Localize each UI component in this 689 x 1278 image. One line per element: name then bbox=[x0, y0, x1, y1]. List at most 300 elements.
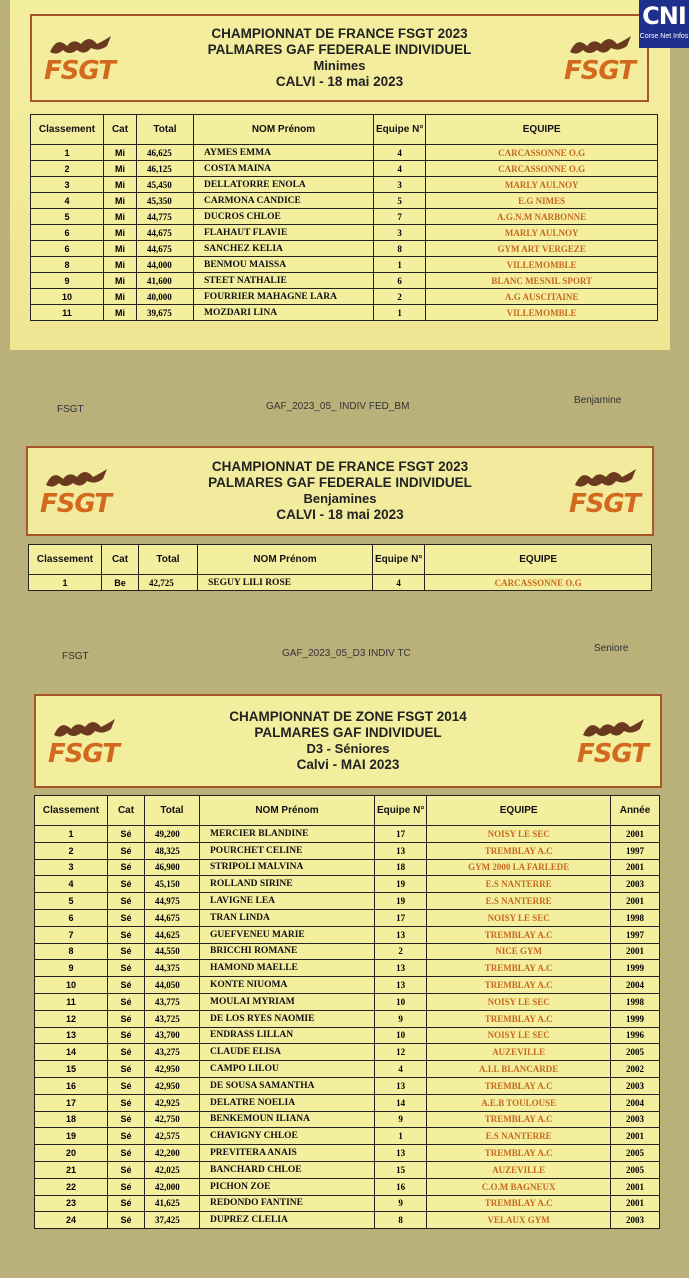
team-cell: TREMBLAY A.C bbox=[427, 1145, 611, 1162]
logo-wordmark: FSGT bbox=[568, 489, 641, 519]
header-title-seniores bbox=[131, 709, 565, 773]
place-date: Calvi - MAI 2023 bbox=[296, 756, 400, 772]
name-cell: MOULAI MYRIAM bbox=[200, 993, 375, 1010]
table-row bbox=[35, 1027, 660, 1044]
rank-cell: 8 bbox=[31, 257, 104, 273]
cat-cell: Mi bbox=[104, 161, 137, 177]
rank-cell: 16 bbox=[35, 1077, 108, 1094]
year-cell: 2001 bbox=[611, 1195, 660, 1212]
team-number-cell: 10 bbox=[375, 993, 427, 1010]
table-row bbox=[35, 1161, 660, 1178]
team-cell: GYM ART VERGEZE bbox=[426, 241, 658, 257]
table-row bbox=[31, 145, 658, 161]
team-cell: AUZEVILLE bbox=[427, 1044, 611, 1061]
rank-cell: 1 bbox=[29, 575, 102, 591]
name-cell: PICHON ZOE bbox=[200, 1178, 375, 1195]
total-cell: 42,750 bbox=[145, 1111, 200, 1128]
table-row bbox=[35, 1044, 660, 1061]
table-row bbox=[31, 193, 658, 209]
rank-cell: 1 bbox=[31, 145, 104, 161]
category-label: Benjamines bbox=[303, 491, 377, 507]
total-cell: 44,375 bbox=[145, 960, 200, 977]
team-number-cell: 19 bbox=[375, 893, 427, 910]
team-number-cell: 3 bbox=[374, 225, 426, 241]
team-number-cell: 14 bbox=[375, 1094, 427, 1111]
column-header: Classement bbox=[35, 796, 108, 826]
fsgt-figures-icon bbox=[45, 32, 115, 58]
fsgt-figures-icon bbox=[578, 715, 648, 741]
team-cell: MARLY AULNOY bbox=[426, 177, 658, 193]
cat-cell: Sé bbox=[108, 1094, 145, 1111]
header-box-minimes bbox=[30, 14, 649, 102]
table-row bbox=[31, 241, 658, 257]
total-cell: 42,925 bbox=[145, 1094, 200, 1111]
watermark-small: Corse Net Infos bbox=[639, 33, 689, 40]
team-number-cell: 7 bbox=[374, 209, 426, 225]
total-cell: 42,950 bbox=[145, 1077, 200, 1094]
name-cell: CAMPO LILOU bbox=[200, 1061, 375, 1078]
rank-cell: 11 bbox=[35, 993, 108, 1010]
team-number-cell: 9 bbox=[375, 1195, 427, 1212]
team-cell: BLANC MESNIL SPORT bbox=[426, 273, 658, 289]
table-row bbox=[35, 1111, 660, 1128]
total-cell: 43,725 bbox=[145, 1010, 200, 1027]
cat-cell: Sé bbox=[108, 1061, 145, 1078]
cat-cell: Sé bbox=[108, 1111, 145, 1128]
table-header-row bbox=[35, 796, 660, 826]
year-cell: 1998 bbox=[611, 909, 660, 926]
table-row bbox=[31, 305, 658, 321]
fsgt-figures-icon bbox=[41, 465, 111, 491]
table-row bbox=[35, 1178, 660, 1195]
total-cell: 44,625 bbox=[145, 926, 200, 943]
rank-cell: 9 bbox=[31, 273, 104, 289]
rank-cell: 5 bbox=[35, 893, 108, 910]
rank-cell: 21 bbox=[35, 1161, 108, 1178]
rank-cell: 4 bbox=[35, 876, 108, 893]
team-number-cell: 2 bbox=[375, 943, 427, 960]
footer-left: FSGT bbox=[57, 404, 84, 415]
fsgt-logo bbox=[552, 32, 647, 84]
team-cell: CARCASSONNE O.G bbox=[426, 161, 658, 177]
rank-cell: 14 bbox=[35, 1044, 108, 1061]
cat-cell: Mi bbox=[104, 225, 137, 241]
cat-cell: Sé bbox=[108, 1195, 145, 1212]
team-cell: VILLEMOMBLE bbox=[426, 305, 658, 321]
team-cell: TREMBLAY A.C bbox=[427, 1077, 611, 1094]
team-number-cell: 19 bbox=[375, 876, 427, 893]
column-header: Classement bbox=[29, 545, 102, 575]
total-cell: 44,675 bbox=[137, 241, 194, 257]
table-row bbox=[35, 1145, 660, 1162]
rank-cell: 15 bbox=[35, 1061, 108, 1078]
table-row bbox=[35, 960, 660, 977]
name-cell: BENKEMOUN ILIANA bbox=[200, 1111, 375, 1128]
year-cell: 2002 bbox=[611, 1061, 660, 1078]
total-cell: 42,025 bbox=[145, 1161, 200, 1178]
table-row bbox=[31, 273, 658, 289]
total-cell: 45,150 bbox=[145, 876, 200, 893]
table-row bbox=[31, 225, 658, 241]
year-cell: 1999 bbox=[611, 960, 660, 977]
year-cell: 2001 bbox=[611, 893, 660, 910]
team-number-cell: 8 bbox=[375, 1212, 427, 1229]
footer-center: GAF_2023_05_D3 INDIV TC bbox=[282, 648, 411, 659]
total-cell: 42,725 bbox=[139, 575, 198, 591]
column-header: Cat bbox=[104, 115, 137, 145]
team-number-cell: 1 bbox=[375, 1128, 427, 1145]
table-header-row bbox=[29, 545, 652, 575]
total-cell: 44,000 bbox=[137, 257, 194, 273]
cat-cell: Sé bbox=[108, 960, 145, 977]
header-title-minimes bbox=[127, 26, 552, 90]
team-number-cell: 4 bbox=[374, 161, 426, 177]
rank-cell: 3 bbox=[31, 177, 104, 193]
column-header: Total bbox=[145, 796, 200, 826]
total-cell: 45,450 bbox=[137, 177, 194, 193]
column-header: EQUIPE bbox=[426, 115, 658, 145]
fsgt-logo bbox=[28, 465, 123, 517]
cat-cell: Mi bbox=[104, 145, 137, 161]
team-cell: NOISY LE SEC bbox=[427, 993, 611, 1010]
table-row bbox=[35, 1128, 660, 1145]
fsgt-logo bbox=[565, 715, 660, 767]
cni-watermark-logo bbox=[639, 0, 689, 48]
name-cell: BRICCHI ROMANE bbox=[200, 943, 375, 960]
team-number-cell: 8 bbox=[374, 241, 426, 257]
name-cell: SEGUY LILI ROSE bbox=[198, 575, 373, 591]
cat-cell: Sé bbox=[108, 1145, 145, 1162]
team-cell: TREMBLAY A.C bbox=[427, 926, 611, 943]
team-number-cell: 17 bbox=[375, 909, 427, 926]
cat-cell: Sé bbox=[108, 1212, 145, 1229]
table-row bbox=[35, 876, 660, 893]
total-cell: 44,050 bbox=[145, 977, 200, 994]
total-cell: 42,950 bbox=[145, 1061, 200, 1078]
name-cell: STEET NATHALIE bbox=[194, 273, 374, 289]
team-number-cell: 5 bbox=[374, 193, 426, 209]
year-cell: 2001 bbox=[611, 943, 660, 960]
table-row bbox=[35, 926, 660, 943]
title-line-2: PALMARES GAF INDIVIDUEL bbox=[254, 725, 442, 741]
rank-cell: 13 bbox=[35, 1027, 108, 1044]
cat-cell: Mi bbox=[104, 257, 137, 273]
team-number-cell: 1 bbox=[374, 305, 426, 321]
team-cell: NOISY LE SEC bbox=[427, 909, 611, 926]
cat-cell: Mi bbox=[104, 241, 137, 257]
name-cell: HAMOND MAELLE bbox=[200, 960, 375, 977]
team-number-cell: 13 bbox=[375, 977, 427, 994]
title-line-2: PALMARES GAF FEDERALE INDIVIDUEL bbox=[207, 42, 472, 58]
name-cell: ENDRASS LILLAN bbox=[200, 1027, 375, 1044]
table-row bbox=[31, 161, 658, 177]
column-header: Cat bbox=[108, 796, 145, 826]
name-cell: STRIPOLI MALVINA bbox=[200, 859, 375, 876]
name-cell: COSTA MAINA bbox=[194, 161, 374, 177]
team-cell: TREMBLAY A.C bbox=[427, 1111, 611, 1128]
cat-cell: Mi bbox=[104, 209, 137, 225]
total-cell: 41,625 bbox=[145, 1195, 200, 1212]
cat-cell: Sé bbox=[108, 1010, 145, 1027]
name-cell: GUEFVENEU MARIE bbox=[200, 926, 375, 943]
total-cell: 43,700 bbox=[145, 1027, 200, 1044]
name-cell: KONTE NIUOMA bbox=[200, 977, 375, 994]
title-line-1: CHAMPIONNAT DE ZONE FSGT 2014 bbox=[229, 708, 467, 724]
table-row bbox=[35, 859, 660, 876]
table-row bbox=[35, 977, 660, 994]
cat-cell: Sé bbox=[108, 1161, 145, 1178]
name-cell: DUPREZ CLELIA bbox=[200, 1212, 375, 1229]
fsgt-figures-icon bbox=[565, 32, 635, 58]
year-cell: 2003 bbox=[611, 876, 660, 893]
column-header: NOM Prénom bbox=[198, 545, 373, 575]
footer-left: FSGT bbox=[62, 651, 89, 662]
team-number-cell: 16 bbox=[375, 1178, 427, 1195]
team-cell: TREMBLAY A.C bbox=[427, 1010, 611, 1027]
year-cell: 2003 bbox=[611, 1077, 660, 1094]
table-row bbox=[35, 1010, 660, 1027]
team-number-cell: 10 bbox=[375, 1027, 427, 1044]
team-number-cell: 4 bbox=[373, 575, 425, 591]
column-header: NOM Prénom bbox=[200, 796, 375, 826]
rank-cell: 2 bbox=[31, 161, 104, 177]
year-cell: 2005 bbox=[611, 1161, 660, 1178]
rank-cell: 17 bbox=[35, 1094, 108, 1111]
rank-cell: 11 bbox=[31, 305, 104, 321]
sheet-benjamines bbox=[0, 370, 680, 632]
rank-cell: 8 bbox=[35, 943, 108, 960]
name-cell: SANCHEZ KELIA bbox=[194, 241, 374, 257]
table-row bbox=[35, 1077, 660, 1094]
year-cell: 2001 bbox=[611, 1178, 660, 1195]
header-box-seniores bbox=[34, 694, 662, 788]
name-cell: CLAUDE ELISA bbox=[200, 1044, 375, 1061]
name-cell: DE LOS RYES NAOMIE bbox=[200, 1010, 375, 1027]
year-cell: 1996 bbox=[611, 1027, 660, 1044]
team-number-cell: 13 bbox=[375, 960, 427, 977]
name-cell: CHAVIGNY CHLOE bbox=[200, 1128, 375, 1145]
rank-cell: 12 bbox=[35, 1010, 108, 1027]
total-cell: 41,600 bbox=[137, 273, 194, 289]
year-cell: 2004 bbox=[611, 977, 660, 994]
table-row bbox=[31, 209, 658, 225]
total-cell: 42,200 bbox=[145, 1145, 200, 1162]
total-cell: 44,975 bbox=[145, 893, 200, 910]
cat-cell: Sé bbox=[108, 859, 145, 876]
total-cell: 49,200 bbox=[145, 826, 200, 843]
team-number-cell: 4 bbox=[375, 1061, 427, 1078]
results-table-seniores bbox=[34, 795, 660, 1229]
fsgt-logo bbox=[557, 465, 652, 517]
team-cell: E.S NANTERRE bbox=[427, 876, 611, 893]
team-cell: CARCASSONNE O.G bbox=[426, 145, 658, 161]
year-cell: 2001 bbox=[611, 1128, 660, 1145]
cat-cell: Sé bbox=[108, 826, 145, 843]
column-header: Classement bbox=[31, 115, 104, 145]
column-header: Cat bbox=[102, 545, 139, 575]
year-cell: 1997 bbox=[611, 842, 660, 859]
rank-cell: 5 bbox=[31, 209, 104, 225]
column-header: NOM Prénom bbox=[194, 115, 374, 145]
team-cell: TREMBLAY A.C bbox=[427, 960, 611, 977]
team-cell: AUZEVILLE bbox=[427, 1161, 611, 1178]
team-number-cell: 18 bbox=[375, 859, 427, 876]
cat-cell: Sé bbox=[108, 909, 145, 926]
total-cell: 37,425 bbox=[145, 1212, 200, 1229]
table-header-row bbox=[31, 115, 658, 145]
team-number-cell: 6 bbox=[374, 273, 426, 289]
column-header: EQUIPE bbox=[427, 796, 611, 826]
table-row bbox=[35, 893, 660, 910]
title-line-2: PALMARES GAF FEDERALE INDIVIDUEL bbox=[208, 475, 472, 491]
table-row bbox=[35, 1195, 660, 1212]
name-cell: FLAHAUT FLAVIE bbox=[194, 225, 374, 241]
team-cell: GYM 2000 LA FARLEDE bbox=[427, 859, 611, 876]
total-cell: 48,325 bbox=[145, 842, 200, 859]
cat-cell: Sé bbox=[108, 876, 145, 893]
table-row bbox=[31, 289, 658, 305]
team-number-cell: 1 bbox=[374, 257, 426, 273]
team-cell: A.E.B TOULOUSE bbox=[427, 1094, 611, 1111]
year-cell: 1997 bbox=[611, 926, 660, 943]
team-number-cell: 13 bbox=[375, 1145, 427, 1162]
team-cell: E.S NANTERRE bbox=[427, 1128, 611, 1145]
rank-cell: 7 bbox=[35, 926, 108, 943]
team-cell: TREMBLAY A.C bbox=[427, 842, 611, 859]
team-cell: C.O.M BAGNEUX bbox=[427, 1178, 611, 1195]
total-cell: 39,675 bbox=[137, 305, 194, 321]
results-table-benjamines bbox=[28, 544, 652, 591]
table-row bbox=[35, 1212, 660, 1229]
logo-wordmark: FSGT bbox=[563, 56, 636, 86]
rank-cell: 10 bbox=[35, 977, 108, 994]
team-cell: NOISY LE SEC bbox=[427, 1027, 611, 1044]
team-cell: A.G.N.M NARBONNE bbox=[426, 209, 658, 225]
name-cell: DE SOUSA SAMANTHA bbox=[200, 1077, 375, 1094]
name-cell: BANCHARD CHLOE bbox=[200, 1161, 375, 1178]
cat-cell: Sé bbox=[108, 993, 145, 1010]
name-cell: POURCHET CELINE bbox=[200, 842, 375, 859]
table-row bbox=[35, 993, 660, 1010]
cat-cell: Sé bbox=[108, 1027, 145, 1044]
name-cell: MOZDARI LINA bbox=[194, 305, 374, 321]
team-cell: E.G NIMES bbox=[426, 193, 658, 209]
total-cell: 44,675 bbox=[137, 225, 194, 241]
year-cell: 2005 bbox=[611, 1044, 660, 1061]
column-header: Equipe N° bbox=[375, 796, 427, 826]
team-number-cell: 17 bbox=[375, 826, 427, 843]
total-cell: 46,625 bbox=[137, 145, 194, 161]
watermark-big: CNI bbox=[642, 2, 686, 30]
total-cell: 44,550 bbox=[145, 943, 200, 960]
team-cell: VELAUX GYM bbox=[427, 1212, 611, 1229]
team-number-cell: 13 bbox=[375, 842, 427, 859]
fsgt-figures-icon bbox=[570, 465, 640, 491]
place-date: CALVI - 18 mai 2023 bbox=[275, 73, 404, 89]
name-cell: FOURRIER MAHAGNE LARA bbox=[194, 289, 374, 305]
name-cell: REDONDO FANTINE bbox=[200, 1195, 375, 1212]
cat-cell: Mi bbox=[104, 305, 137, 321]
team-cell: NICE GYM bbox=[427, 943, 611, 960]
table-row bbox=[35, 842, 660, 859]
fsgt-figures-icon bbox=[49, 715, 119, 741]
total-cell: 46,125 bbox=[137, 161, 194, 177]
cat-cell: Mi bbox=[104, 289, 137, 305]
fsgt-logo bbox=[36, 715, 131, 767]
team-number-cell: 4 bbox=[374, 145, 426, 161]
cat-cell: Sé bbox=[108, 977, 145, 994]
rank-cell: 18 bbox=[35, 1111, 108, 1128]
table-row bbox=[31, 177, 658, 193]
cat-cell: Sé bbox=[108, 1128, 145, 1145]
team-number-cell: 9 bbox=[375, 1010, 427, 1027]
team-cell: A.I.L BLANCARDE bbox=[427, 1061, 611, 1078]
cat-cell: Mi bbox=[104, 273, 137, 289]
team-number-cell: 15 bbox=[375, 1161, 427, 1178]
year-cell: 2003 bbox=[611, 1111, 660, 1128]
year-cell: 1999 bbox=[611, 1010, 660, 1027]
team-cell: TREMBLAY A.C bbox=[427, 1195, 611, 1212]
total-cell: 46,900 bbox=[145, 859, 200, 876]
name-cell: DELLATORRE ENOLA bbox=[194, 177, 374, 193]
logo-wordmark: FSGT bbox=[47, 739, 120, 769]
rank-cell: 6 bbox=[35, 909, 108, 926]
table-row bbox=[35, 1061, 660, 1078]
cat-cell: Sé bbox=[108, 1044, 145, 1061]
header-box-benjamines bbox=[26, 446, 654, 536]
column-header: EQUIPE bbox=[425, 545, 652, 575]
cat-cell: Sé bbox=[108, 943, 145, 960]
footer-center: GAF_2023_05_ INDIV FED_BM bbox=[266, 401, 410, 412]
cat-cell: Sé bbox=[108, 842, 145, 859]
cat-cell: Sé bbox=[108, 1077, 145, 1094]
table-row bbox=[35, 1094, 660, 1111]
column-header: Total bbox=[139, 545, 198, 575]
cat-cell: Mi bbox=[104, 193, 137, 209]
rank-cell: 1 bbox=[35, 826, 108, 843]
team-cell: VILLEMOMBLE bbox=[426, 257, 658, 273]
results-table-minimes bbox=[30, 114, 658, 321]
cat-cell: Sé bbox=[108, 1178, 145, 1195]
total-cell: 43,775 bbox=[145, 993, 200, 1010]
year-cell: 2001 bbox=[611, 826, 660, 843]
team-cell: MARLY AULNOY bbox=[426, 225, 658, 241]
team-cell: CARCASSONNE O.G bbox=[425, 575, 652, 591]
sheet-minimes bbox=[10, 0, 670, 350]
name-cell: DUCROS CHLOE bbox=[194, 209, 374, 225]
column-header: Equipe N° bbox=[374, 115, 426, 145]
name-cell: LAVIGNE LEA bbox=[200, 893, 375, 910]
table-row bbox=[35, 826, 660, 843]
rank-cell: 19 bbox=[35, 1128, 108, 1145]
name-cell: MERCIER BLANDINE bbox=[200, 826, 375, 843]
place-date: CALVI - 18 mai 2023 bbox=[276, 506, 404, 522]
cat-cell: Be bbox=[102, 575, 139, 591]
rank-cell: 2 bbox=[35, 842, 108, 859]
year-cell: 2003 bbox=[611, 1212, 660, 1229]
title-line-1: CHAMPIONNAT DE FRANCE FSGT 2023 bbox=[211, 25, 468, 41]
footer-right: Seniore bbox=[594, 643, 629, 654]
team-cell: TREMBLAY A.C bbox=[427, 977, 611, 994]
name-cell: PREVITERA ANAIS bbox=[200, 1145, 375, 1162]
logo-wordmark: FSGT bbox=[43, 56, 116, 86]
year-cell: 2001 bbox=[611, 859, 660, 876]
logo-wordmark: FSGT bbox=[576, 739, 649, 769]
rank-cell: 22 bbox=[35, 1178, 108, 1195]
fsgt-logo bbox=[32, 32, 127, 84]
rank-cell: 24 bbox=[35, 1212, 108, 1229]
cat-cell: Mi bbox=[104, 177, 137, 193]
